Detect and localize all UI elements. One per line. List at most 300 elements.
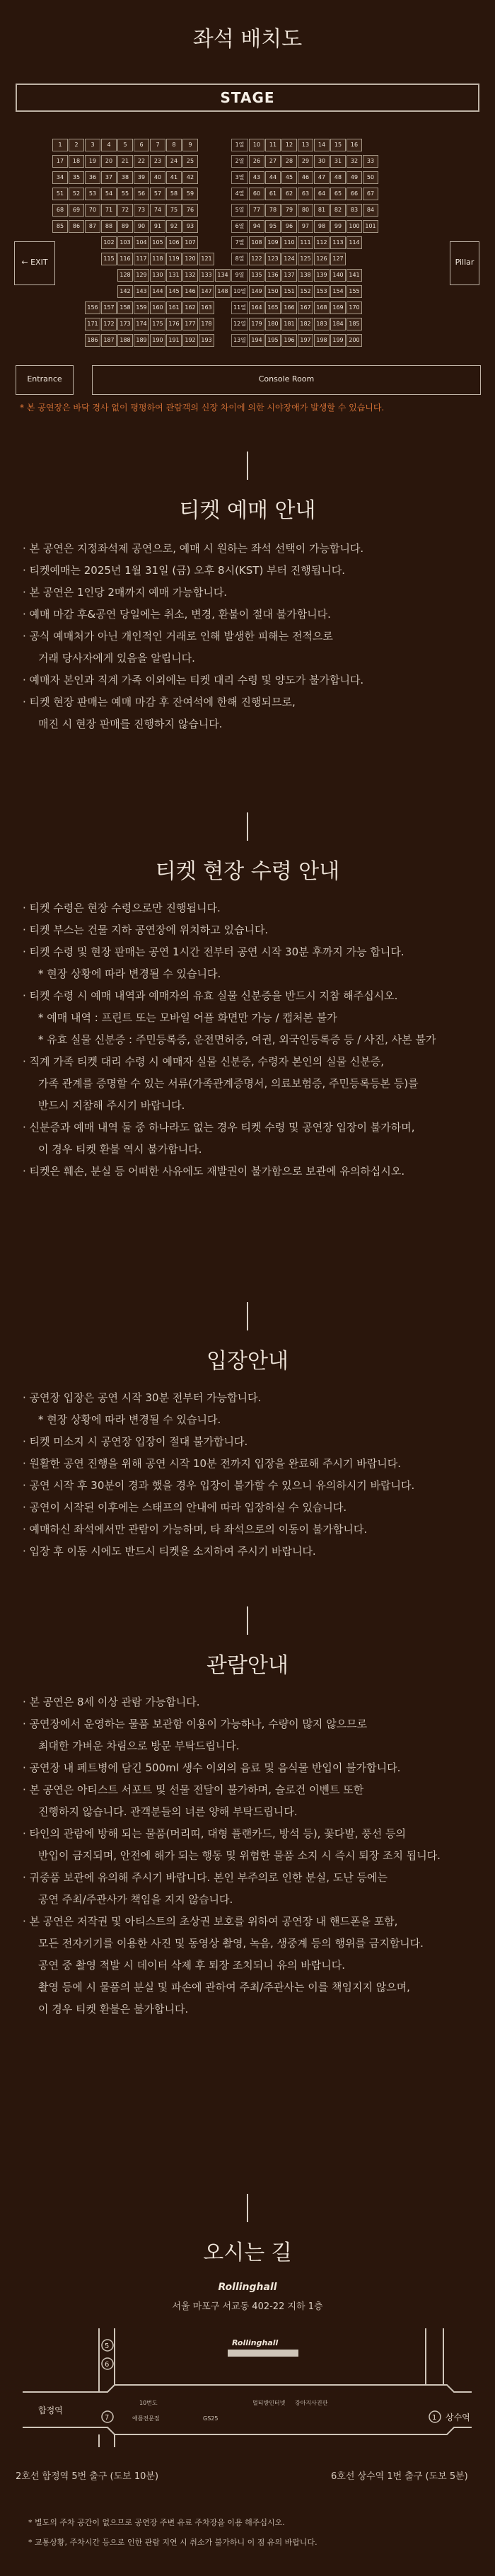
seat: 85 — [52, 220, 68, 233]
seat: 104 — [134, 236, 149, 249]
seat: 100 — [346, 220, 362, 233]
seat: 184 — [330, 318, 346, 330]
seat: 88 — [101, 220, 117, 233]
seat: 81 — [314, 204, 330, 217]
row-label: 6열 — [231, 220, 248, 233]
seat: 51 — [52, 188, 68, 200]
console-room-label: Console Room — [92, 365, 481, 395]
seat: 121 — [199, 253, 214, 265]
seat: 64 — [314, 188, 330, 200]
seat: 74 — [150, 204, 165, 217]
seat: 55 — [117, 188, 133, 200]
seat: 83 — [346, 204, 362, 217]
seat: 71 — [101, 204, 117, 217]
seat: 4 — [101, 139, 117, 151]
seat: 90 — [134, 220, 149, 233]
seat: 86 — [69, 220, 84, 233]
seat: 24 — [166, 155, 182, 168]
exit-number-5: 5 — [105, 2342, 110, 2350]
seat: 89 — [117, 220, 133, 233]
seat: 195 — [265, 334, 281, 347]
section-divider — [247, 1606, 248, 1635]
seat: 67 — [363, 188, 378, 200]
seat: 25 — [182, 155, 198, 168]
seat: 159 — [134, 301, 149, 314]
seat: 164 — [249, 301, 264, 314]
seat: 178 — [199, 318, 214, 330]
ticket-pickup-section — [0, 812, 495, 885]
seat: 118 — [150, 253, 165, 265]
seat: 158 — [117, 301, 133, 314]
ticket-reservation-list — [23, 538, 482, 735]
seat: 152 — [298, 285, 313, 298]
ticket-reservation-section — [0, 452, 495, 524]
section-divider — [247, 1302, 248, 1330]
seat: 63 — [298, 188, 313, 200]
directions-section — [0, 2194, 495, 2266]
seat: 119 — [166, 253, 182, 265]
seat: 30 — [314, 155, 330, 168]
seat: 94 — [249, 220, 264, 233]
seat: 136 — [265, 269, 281, 282]
street-label: 애플전문점 — [132, 2415, 160, 2422]
ticket-pickup-title: 티켓 현장 수령 안내 — [155, 859, 340, 884]
seat: 56 — [134, 188, 149, 200]
seat: 108 — [249, 236, 264, 249]
seat: 175 — [150, 318, 165, 330]
seat: 95 — [265, 220, 281, 233]
seat: 153 — [314, 285, 330, 298]
seat: 46 — [298, 171, 313, 184]
info-line: 가족 관계를 증명할 수 있는 서류(가족관계증명서, 의료보험증, 주민등록등본 등)를 — [38, 1077, 419, 1090]
seat: 5 — [117, 139, 133, 151]
seat: 111 — [298, 236, 313, 249]
seat: 103 — [117, 236, 133, 249]
seat: 96 — [281, 220, 297, 233]
info-line: 이 경우 티켓 환불 역시 불가합니다. — [38, 1143, 202, 1156]
seat: 60 — [249, 188, 264, 200]
info-line: · 공연장에서 운영하는 물품 보관함 이용이 가능하나, 수량이 많지 않으므로 — [23, 1718, 368, 1730]
seat: 148 — [215, 285, 231, 298]
seat: 173 — [117, 318, 133, 330]
seat: 62 — [281, 188, 297, 200]
info-line: · 공연 시작 후 30분이 경과 했을 경우 입장이 불가할 수 있으니 유의하시기 바랍니다. — [23, 1479, 415, 1492]
info-line: * 현장 상황에 따라 변경될 수 있습니다. — [38, 967, 221, 980]
map-venue-label: Rollinghall — [232, 2338, 279, 2347]
traffic-note: * 교통상황, 주차시간 등으로 인한 관람 지연 시 취소가 불가하니 이 점 유의 바랍니다. — [28, 2538, 318, 2547]
info-line: · 공연장 입장은 공연 시작 30분 전부터 가능합니다. — [23, 1391, 262, 1404]
seat: 181 — [281, 318, 297, 330]
seat: 116 — [117, 253, 133, 265]
seat: 126 — [314, 253, 330, 265]
seat-row — [52, 236, 448, 251]
street-label: 10번도 — [139, 2400, 158, 2406]
seat: 93 — [182, 220, 198, 233]
seat: 69 — [69, 204, 84, 217]
info-line: · 티켓 부스는 건물 지하 공연장에 위치하고 있습니다. — [23, 924, 269, 936]
seat: 16 — [346, 139, 362, 151]
seat: 27 — [265, 155, 281, 168]
info-line: · 티켓 미소지 시 공연장 입장이 절대 불가합니다. — [23, 1435, 248, 1448]
seat: 29 — [298, 155, 313, 168]
info-line: · 예매 마감 후&공연 당일에는 취소, 변경, 환불이 절대 불가합니다. — [23, 608, 331, 621]
info-line: · 공연장 내 페트병에 담긴 500ml 생수 이외의 음료 및 음식물 반입이 불가합니다. — [23, 1761, 401, 1774]
seat: 120 — [182, 253, 198, 265]
info-line: 촬영 등에 시 물품의 분실 및 파손에 관하여 주최/주관사는 이를 책임지지 않으며, — [38, 1981, 410, 1994]
info-line: · 공연이 시작된 이후에는 스태프의 안내에 따라 입장하실 수 있습니다. — [23, 1501, 347, 1514]
seat: 26 — [249, 155, 264, 168]
seat: 190 — [150, 334, 165, 347]
seat: 78 — [265, 204, 281, 217]
exit-number-6: 6 — [105, 2361, 110, 2369]
info-line: · 티켓 수령은 현장 수령으로만 진행됩니다. — [23, 902, 221, 914]
seat: 42 — [182, 171, 198, 184]
seat: 99 — [330, 220, 346, 233]
seat: 117 — [134, 253, 149, 265]
section-divider — [247, 2194, 248, 2222]
seat: 186 — [85, 334, 100, 347]
seat: 11 — [265, 139, 281, 151]
seat: 168 — [314, 301, 330, 314]
seat: 53 — [85, 188, 100, 200]
row-label: 9열 — [231, 269, 248, 282]
row-label: 7열 — [231, 236, 248, 249]
venue-address: 서울 마포구 서교동 402-22 지하 1층 — [172, 2301, 323, 2312]
seat: 140 — [330, 269, 346, 282]
seat: 177 — [182, 318, 198, 330]
seat: 183 — [314, 318, 330, 330]
seat: 38 — [117, 171, 133, 184]
info-line: 매진 시 현장 판매를 진행하지 않습니다. — [38, 718, 223, 730]
seat: 101 — [363, 220, 378, 233]
seat: 156 — [85, 301, 100, 314]
seat: 187 — [101, 334, 117, 347]
seat: 31 — [330, 155, 346, 168]
seat: 32 — [346, 155, 362, 168]
seat-row — [52, 318, 448, 332]
seat-row — [52, 301, 448, 316]
entrance-label: Entrance — [16, 365, 74, 395]
seat: 41 — [166, 171, 182, 184]
station-hapjeong: 합정역 — [38, 2405, 63, 2415]
seat: 147 — [199, 285, 214, 298]
exit-number-7: 7 — [105, 2414, 110, 2422]
seat: 133 — [199, 269, 214, 282]
viewing-title: 관람안내 — [206, 1653, 289, 1678]
info-line: · 본 공연은 1인당 2매까지 예매 가능합니다. — [23, 586, 228, 599]
info-line: · 귀중품 보관에 유의해 주시기 바랍니다. 본인 부주의로 인한 분실, 도난 등에는 — [23, 1871, 388, 1884]
pillar-label: Pillar — [450, 241, 479, 285]
seat: 58 — [166, 188, 182, 200]
seat: 61 — [265, 188, 281, 200]
seat: 97 — [298, 220, 313, 233]
info-line: · 티켓은 훼손, 분실 등 어떠한 사유에도 재발권이 불가함으로 보관에 유의하십시오. — [23, 1165, 405, 1178]
seat: 33 — [363, 155, 378, 168]
seat: 125 — [298, 253, 313, 265]
seat-row — [52, 139, 448, 153]
seat: 80 — [298, 204, 313, 217]
seat: 192 — [182, 334, 198, 347]
seat: 160 — [150, 301, 165, 314]
street-label: GS25 — [203, 2415, 219, 2422]
seat: 167 — [298, 301, 313, 314]
seat: 169 — [330, 301, 346, 314]
seat: 196 — [281, 334, 297, 347]
seat: 72 — [117, 204, 133, 217]
seat: 149 — [249, 285, 264, 298]
seat: 137 — [281, 269, 297, 282]
seat: 141 — [346, 269, 362, 282]
seat: 107 — [182, 236, 198, 249]
seat: 170 — [346, 301, 362, 314]
seat: 188 — [117, 334, 133, 347]
info-line: · 입장 후 이동 시에도 반드시 티켓을 소지하여 주시기 바랍니다. — [23, 1545, 316, 1558]
venue-name: Rollinghall — [218, 2282, 277, 2293]
seat: 131 — [166, 269, 182, 282]
seat: 52 — [69, 188, 84, 200]
seat: 43 — [249, 171, 264, 184]
seat: 151 — [281, 285, 297, 298]
seat: 142 — [117, 285, 133, 298]
seat: 172 — [101, 318, 117, 330]
seat: 157 — [101, 301, 117, 314]
seat: 12 — [281, 139, 297, 151]
seat: 87 — [85, 220, 100, 233]
info-line: · 타인의 관람에 방해 되는 물품(머리띠, 대형 플랜카드, 방석 등), 꽃다발, 풍선 등의 — [23, 1827, 406, 1840]
seat: 114 — [346, 236, 362, 249]
row-label: 3열 — [231, 171, 248, 184]
seat-row — [52, 155, 448, 169]
info-line: · 본 공연은 아티스트 서포트 및 선물 전달이 불가하며, 슬로건 이벤트 또한 — [23, 1783, 364, 1796]
exit-info-hapjeong: 2호선 합정역 5번 출구 (도보 10분) — [16, 2471, 159, 2482]
info-line: · 본 공연은 지정좌석제 공연으로, 예매 시 원하는 좌석 선택이 가능합니다. — [23, 542, 364, 555]
seat: 197 — [298, 334, 313, 347]
exit-info-sangsu: 6호선 상수역 1번 출구 (도보 5분) — [331, 2471, 468, 2482]
entry-title: 입장안내 — [206, 1349, 289, 1374]
seat: 145 — [166, 285, 182, 298]
info-line: · 원활한 공연 진행을 위해 공연 시작 10분 전까지 입장을 완료해 주시기 바랍니다. — [23, 1457, 402, 1470]
seat: 138 — [298, 269, 313, 282]
info-line: · 직계 가족 티켓 대리 수령 시 예매자 실물 신분증, 수령자 본인의 실물 신분증, — [23, 1055, 384, 1068]
seat: 8 — [166, 139, 182, 151]
seat: 146 — [182, 285, 198, 298]
info-line: · 신분증과 예매 내역 둘 중 하나라도 없는 경우 티켓 수령 및 공연장 입장이 불가하며, — [23, 1121, 415, 1134]
row-label: 13열 — [231, 334, 248, 347]
seat: 166 — [281, 301, 297, 314]
seat: 19 — [85, 155, 100, 168]
seat-row — [52, 269, 448, 283]
seat-row — [52, 188, 448, 202]
info-line: * 예매 내역 : 프린트 또는 모바일 어플 화면만 가능 / 캡처본 불가 — [38, 1011, 337, 1024]
seat: 106 — [166, 236, 182, 249]
row-label: 10열 — [231, 285, 248, 298]
seat-grid — [52, 139, 448, 350]
parking-note: * 별도의 주차 공간이 없으므로 공연장 주변 유료 주차장을 이용 해주십시오. — [28, 2518, 285, 2527]
seat: 139 — [314, 269, 330, 282]
seat: 66 — [346, 188, 362, 200]
seat: 36 — [85, 171, 100, 184]
seat: 7 — [150, 139, 165, 151]
ticket-pickup-list — [23, 897, 489, 1183]
seat: 77 — [249, 204, 264, 217]
seat: 98 — [314, 220, 330, 233]
seat: 49 — [346, 171, 362, 184]
seat: 17 — [52, 155, 68, 168]
seat-row — [52, 253, 448, 267]
seating-map — [16, 84, 479, 395]
info-line: 공연 주최/주관사가 책임을 지지 않습니다. — [38, 1893, 233, 1906]
info-line: · 티켓 수령 및 현장 판매는 공연 1시간 전부터 공연 시작 30분 후까지 가능 합니다. — [23, 945, 404, 958]
info-line: · 공식 예매처가 아닌 개인적인 거래로 인해 발생한 피해는 전적으로 — [23, 630, 333, 643]
seat-row — [52, 334, 448, 348]
seat: 21 — [117, 155, 133, 168]
info-line: · 예매자 본인과 직계 가족 이외에는 티켓 대리 수령 및 양도가 불가합니다. — [23, 674, 364, 686]
seat: 20 — [101, 155, 117, 168]
seat: 50 — [363, 171, 378, 184]
info-line: · 티켓 수령 시 예매 내역과 예매자의 유효 실물 신분증을 반드시 지참 해주십시오. — [23, 989, 398, 1002]
seat: 105 — [150, 236, 165, 249]
info-line: 모든 전자기기를 이용한 사진 및 동영상 촬영, 녹음, 생중계 등의 행위를 금지합니다. — [38, 1937, 424, 1950]
seat: 9 — [182, 139, 198, 151]
seat: 18 — [69, 155, 84, 168]
seat: 179 — [249, 318, 264, 330]
station-sangsu: 상수역 — [446, 2413, 470, 2422]
seat: 54 — [101, 188, 117, 200]
seating-section — [0, 21, 495, 52]
seat: 70 — [85, 204, 100, 217]
seat: 110 — [281, 236, 297, 249]
seat: 34 — [52, 171, 68, 184]
seat: 102 — [101, 236, 117, 249]
seat: 10 — [249, 139, 264, 151]
info-line: * 현장 상황에 따라 변경될 수 있습니다. — [38, 1413, 221, 1426]
info-line: · 티켓예매는 2025년 1월 31일 (금) 오후 8시(KST) 부터 진행됩니다. — [23, 564, 346, 577]
row-label: 1열 — [231, 139, 248, 151]
info-line: · 본 공연은 저작권 및 아티스트의 초상권 보호를 위하여 공연장 내 핸드폰을 포함, — [23, 1915, 398, 1928]
seat: 1 — [52, 139, 68, 151]
seat: 144 — [150, 285, 165, 298]
seat: 155 — [346, 285, 362, 298]
seat: 185 — [346, 318, 362, 330]
seat: 57 — [150, 188, 165, 200]
seat: 154 — [330, 285, 346, 298]
seat-row — [52, 204, 448, 218]
seat: 162 — [182, 301, 198, 314]
seat: 112 — [314, 236, 330, 249]
stage-label: STAGE — [16, 84, 479, 112]
seat: 44 — [265, 171, 281, 184]
seat: 174 — [134, 318, 149, 330]
row-label: 4열 — [231, 188, 248, 200]
row-label: 8열 — [231, 253, 248, 265]
seat: 115 — [101, 253, 117, 265]
seat: 122 — [249, 253, 264, 265]
seat: 91 — [150, 220, 165, 233]
row-label: 5열 — [231, 204, 248, 217]
seating-note: * 본 공연장은 바닥 경사 없이 평평하여 관람객의 신장 차이에 의한 시야장애가 발생할 수 있습니다. — [20, 403, 385, 413]
seat: 171 — [85, 318, 100, 330]
info-line: · 예매하신 좌석에서만 관람이 가능하며, 타 좌석으로의 이동이 불가합니다. — [23, 1523, 368, 1536]
street-label: 멀티방인터넷 — [252, 2400, 286, 2406]
seat: 132 — [182, 269, 198, 282]
seat: 109 — [265, 236, 281, 249]
seat: 13 — [298, 139, 313, 151]
seat: 23 — [150, 155, 165, 168]
seat: 113 — [330, 236, 346, 249]
seat: 124 — [281, 253, 297, 265]
seat: 127 — [330, 253, 346, 265]
seat: 200 — [346, 334, 362, 347]
seat: 134 — [215, 269, 231, 282]
seat: 65 — [330, 188, 346, 200]
seat: 73 — [134, 204, 149, 217]
seat-row — [52, 220, 448, 234]
seat: 182 — [298, 318, 313, 330]
seat: 40 — [150, 171, 165, 184]
seat: 15 — [330, 139, 346, 151]
info-line: · 티켓 현장 판매는 예매 마감 후 잔여석에 한해 진행되므로, — [23, 696, 296, 708]
seat: 39 — [134, 171, 149, 184]
entry-list — [23, 1387, 489, 1563]
info-line: 최대한 가벼운 차림으로 방문 부탁드립니다. — [38, 1740, 240, 1752]
seat: 123 — [265, 253, 281, 265]
seat: 3 — [85, 139, 100, 151]
exit-label: ← EXIT — [14, 241, 55, 285]
seat: 59 — [182, 188, 198, 200]
seat: 48 — [330, 171, 346, 184]
seat: 92 — [166, 220, 182, 233]
seat: 193 — [199, 334, 214, 347]
seat: 128 — [117, 269, 133, 282]
seat: 143 — [134, 285, 149, 298]
seat-row — [52, 171, 448, 185]
viewing-list — [23, 1691, 489, 2020]
seat: 37 — [101, 171, 117, 184]
seating-title: 좌석 배치도 — [192, 27, 303, 52]
seat: 189 — [134, 334, 149, 347]
seat: 2 — [69, 139, 84, 151]
exit-number-1: 1 — [432, 2414, 437, 2422]
seat: 129 — [134, 269, 149, 282]
seat: 22 — [134, 155, 149, 168]
info-line: · 본 공연은 8세 이상 관람 가능합니다. — [23, 1696, 200, 1708]
seat: 14 — [314, 139, 330, 151]
seat: 180 — [265, 318, 281, 330]
seat: 68 — [52, 204, 68, 217]
directions-map — [16, 2321, 479, 2449]
seat: 47 — [314, 171, 330, 184]
seat: 79 — [281, 204, 297, 217]
ticket-reservation-title: 티켓 예매 안내 — [179, 498, 316, 523]
seat: 165 — [265, 301, 281, 314]
seat: 130 — [150, 269, 165, 282]
section-divider — [247, 812, 248, 841]
seat: 135 — [249, 269, 264, 282]
seat: 35 — [69, 171, 84, 184]
seat: 84 — [363, 204, 378, 217]
section-divider — [247, 452, 248, 480]
seat: 75 — [166, 204, 182, 217]
seat: 150 — [265, 285, 281, 298]
street-label: 강아지사진관 — [295, 2400, 328, 2406]
seat: 194 — [249, 334, 264, 347]
info-line: 진행하지 않습니다. 관객분들의 너른 양해 부탁드립니다. — [38, 1805, 298, 1818]
seat: 76 — [182, 204, 198, 217]
info-line: * 유효 실물 신분증 : 주민등록증, 운전면허증, 여권, 외국인등록증 등 / 사진, 사본 불가 — [38, 1033, 436, 1046]
seat: 45 — [281, 171, 297, 184]
row-label: 11열 — [231, 301, 248, 314]
seat: 176 — [166, 318, 182, 330]
